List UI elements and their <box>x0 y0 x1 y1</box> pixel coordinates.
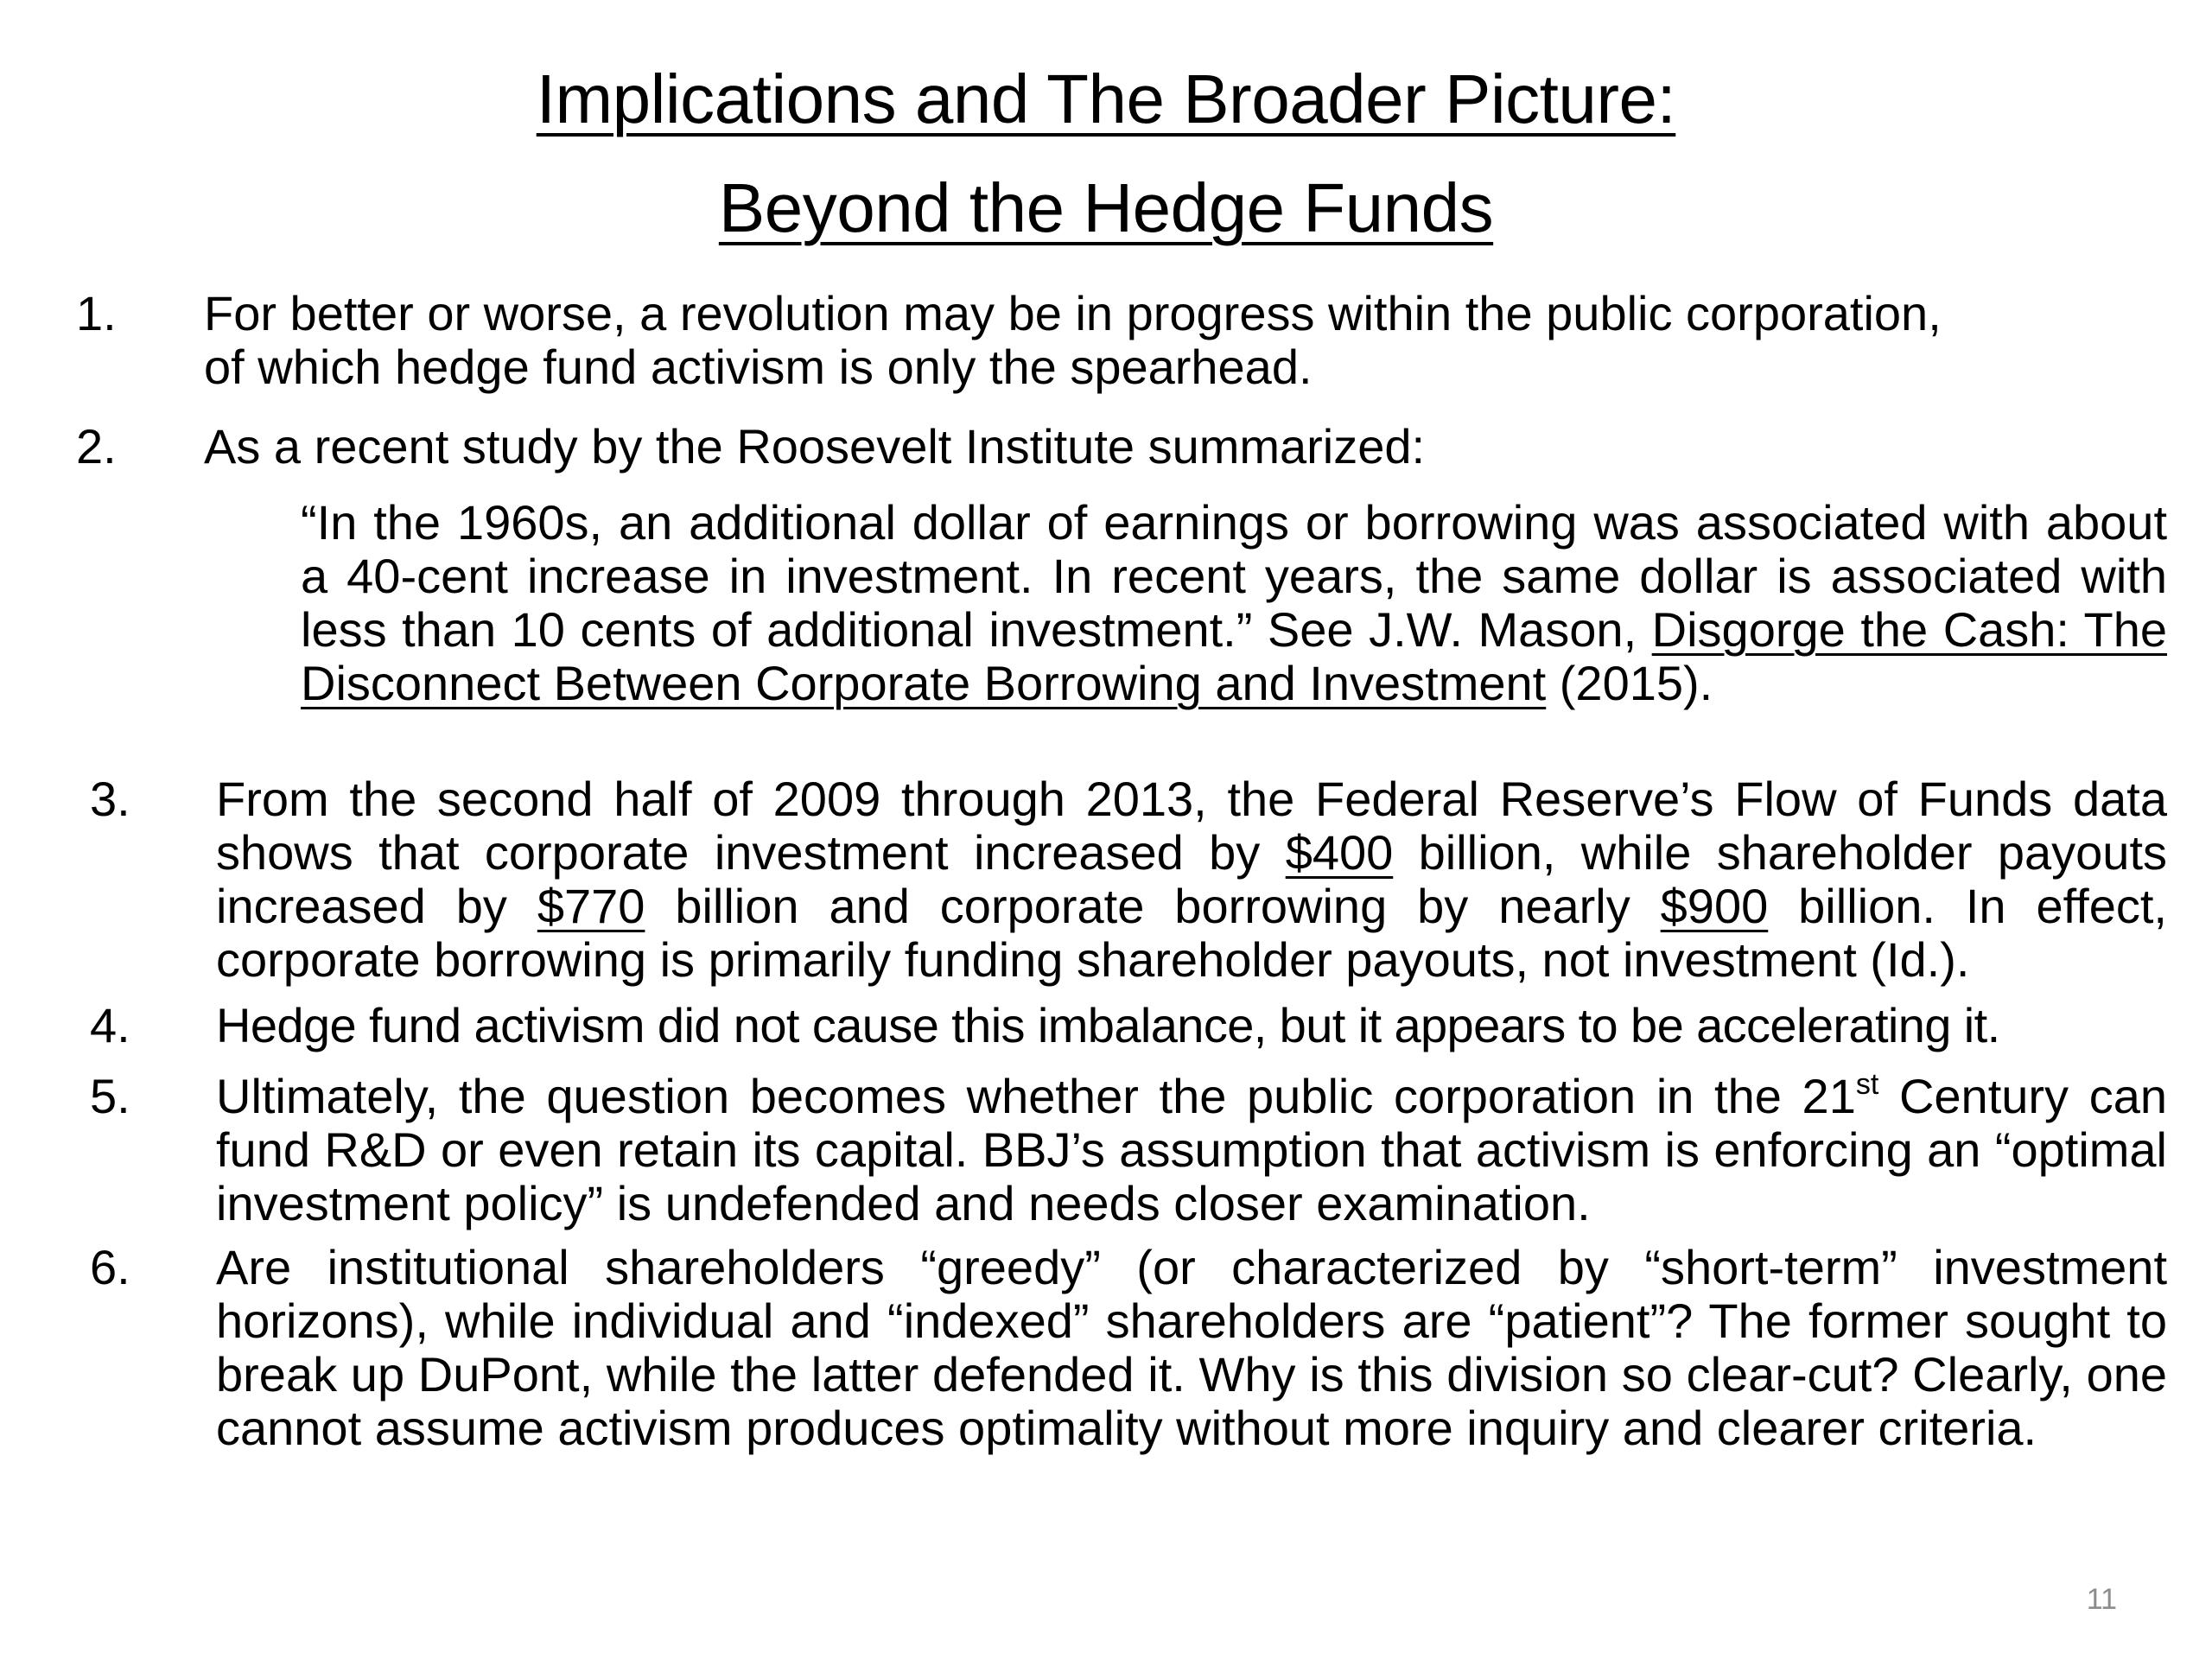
list-number-1: 1. <box>76 286 117 340</box>
borrowing-amount: $900 <box>1660 879 1769 933</box>
title-line-1: Implications and The Broader Picture: <box>536 60 1676 137</box>
list-text-3-part-3: billion and corporate borrowing by nearly <box>645 879 1661 933</box>
list-text-5-part-1: Ultimately, the question becomes whether the public corporation in the 21 <box>216 1069 1856 1123</box>
list-text-6: Are institutional shareholders “greedy” (or characterized by “short-term” investment horizons), while individual and “indexed” shareholders are “patient”? The former sought to break up DuPont, while the latter defended it. Why is this division so clear-cut? Clearly, one cannot assume activism produces optimality without more inquiry and clearer criteria. <box>216 1240 2167 1455</box>
list-number-3: 3. <box>90 772 130 826</box>
list-text-2: As a recent study by the Roosevelt Institute summarized: <box>204 419 1426 474</box>
title-line-2: Beyond the Hedge Funds <box>718 169 1494 246</box>
quote-text: “In the 1960s, an additional dollar of earnings or borrowing was associated with about a 40-cent increase in investment. In recent years, the same dollar is associated with less than 10 cents of additional investment.” See J.W. Mason, <box>301 495 2167 657</box>
investment-amount: $400 <box>1285 825 1394 880</box>
list-number-5: 5. <box>90 1069 130 1123</box>
payouts-amount: $770 <box>537 879 645 933</box>
list-number-6: 6. <box>90 1240 130 1294</box>
list-number-2: 2. <box>76 419 117 474</box>
list-text-3-part-1: From the second half of 2009 through 2013, the Federal Reserve’s Flow of Funds data shows that corporate investment increased by <box>216 772 2167 880</box>
list-text-5-part-2: Century can fund R&D or even retain its capital. BBJ’s assumption that activism is enforcing an “optimal investment policy” is undefended and needs closer examination. <box>216 1069 2167 1230</box>
page-number: 11 <box>2086 1583 2117 1616</box>
list-text-5 <box>216 1070 2167 1230</box>
quote-source-title: Disgorge the Cash: The Disconnect Between Corporate Borrowing and Investment <box>301 602 2168 710</box>
list-text-3-part-4: billion. In effect, corporate borrowing is primarily funding shareholder payouts, not investment (Id.). <box>216 879 2167 987</box>
list-text-3-part-2: billion, while shareholder payouts increased by <box>216 825 2168 933</box>
list-text-3 <box>216 772 2167 987</box>
ordinal-superscript: st <box>1855 1068 1879 1101</box>
slide-title <box>0 45 2212 263</box>
list-number-4: 4. <box>90 998 130 1052</box>
roosevelt-quote <box>301 496 2167 710</box>
list-text-1: For better or worse, a revolution may be in progress within the public corporation, of which hedge fund activism is only the spearhead. <box>204 286 1942 394</box>
list-text-4: Hedge fund activism did not cause this imbalance, but it appears to be accelerating it. <box>216 998 2000 1052</box>
quote-year: (2015). <box>1559 656 1713 710</box>
